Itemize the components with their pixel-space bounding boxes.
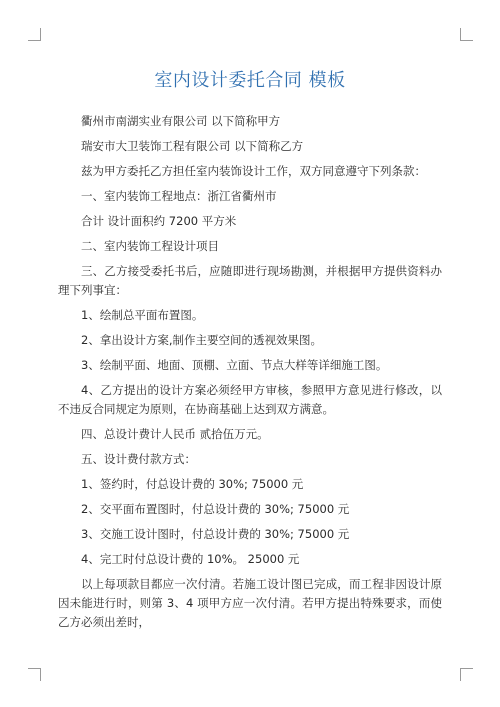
payment-4: 4、完工时付总设计费的 10%。 25000 元 [81, 552, 300, 566]
clause-4-fee: 四、总设计费计人民币 贰拾伍万元。 [81, 427, 269, 441]
preamble: 兹为甲方委托乙方担任室内装饰设计工作，双方同意遵守下列条款： [81, 164, 426, 178]
item-2-scheme: 2、拿出设计方案,制作主要空间的透视效果图。 [81, 333, 322, 347]
item-1-layout: 1、绘制总平面布置图。 [81, 308, 204, 322]
document-body [58, 112, 442, 638]
payment-2: 2、交平面布置图时，付总设计费的 30%; 75000 元 [81, 502, 350, 516]
clause-3-survey: 三、乙方接受委托书后，应随即进行现场勘测，并根据甲方提供资料办理下列事宜： [58, 264, 442, 297]
crop-mark-top-right [460, 28, 473, 41]
payment-1: 1、签约时，付总设计费的 30%; 75000 元 [81, 477, 304, 491]
design-area-line: 合计 设计面积约 7200 平方米 [81, 214, 237, 228]
payment-note: 以上每项款目都应一次付清。若施工设计图已完成，而工程非因设计原因未能进行时，则第 3、4 项甲方应一次付清。若甲方提出特殊要求，而使乙方必须出差时， [58, 577, 442, 629]
party-b-line: 瑞安市大卫装饰工程有限公司 以下简称乙方 [81, 139, 304, 153]
item-3-drawings: 3、绘制平面、地面、顶棚、立面、节点大样等详细施工图。 [81, 358, 388, 372]
party-a-line: 衢州市南湖实业有限公司 以下简称甲方 [81, 114, 281, 128]
crop-mark-top-left [28, 28, 41, 41]
crop-mark-bottom-right [460, 668, 473, 681]
clause-1-location: 一、室内装饰工程地点：浙江省衢州市 [81, 189, 277, 203]
clause-2-projects: 二、室内装饰工程设计项目 [81, 239, 219, 253]
document-title: 室内设计委托合同 模板 [154, 70, 346, 91]
payment-3: 3、交施工设计图时，付总设计费的 30%; 75000 元 [81, 527, 350, 541]
item-4-approval: 4、乙方提出的设计方案必须经甲方审核，参照甲方意见进行修改，以不违反合同规定为原则，在协商基础上达到双方满意。 [58, 383, 442, 416]
crop-mark-bottom-left [28, 668, 41, 681]
clause-5-payment: 五、设计费付款方式： [81, 452, 196, 466]
